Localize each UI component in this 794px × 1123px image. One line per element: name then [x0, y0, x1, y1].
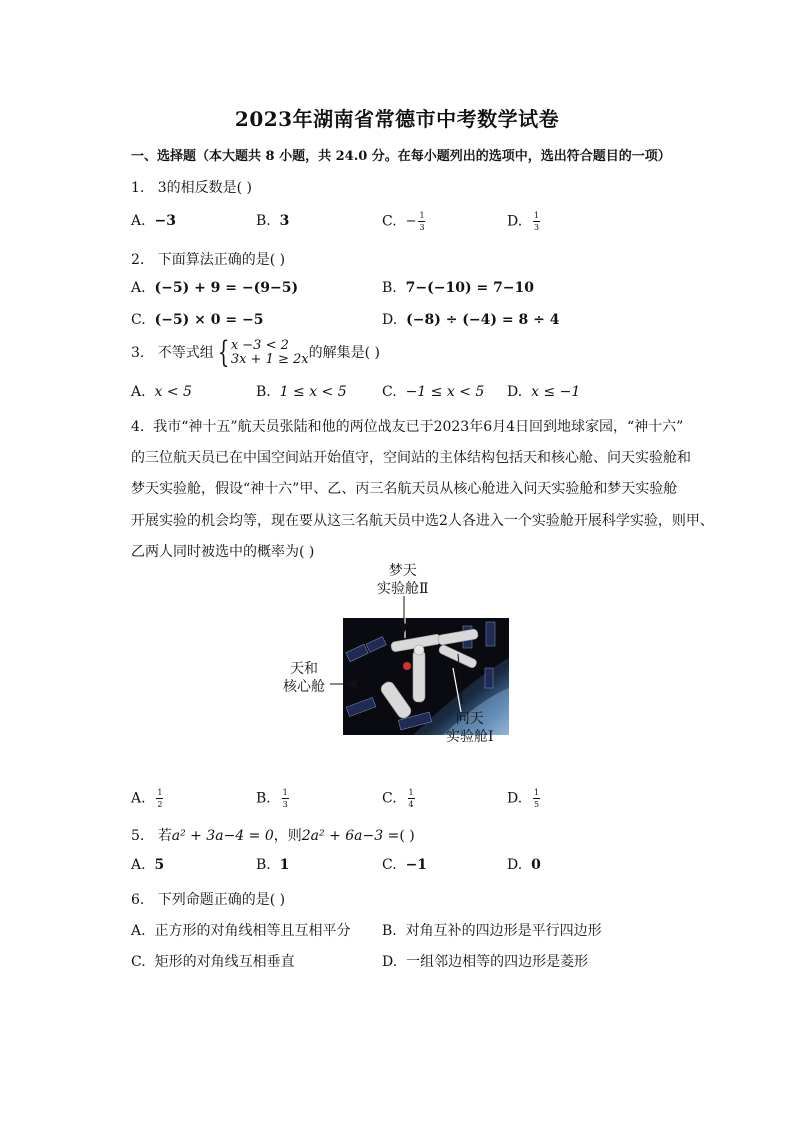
system-row: x −3 < 2 — [230, 338, 289, 353]
option-value: 7−(−10) = 7−10 — [405, 280, 535, 296]
fraction-numerator: 1 — [419, 211, 425, 220]
option-label: C. — [131, 954, 146, 970]
question-stem-mid: ，则 — [273, 828, 302, 844]
label-wentian — [446, 710, 494, 746]
option-b — [256, 384, 347, 400]
option-label: B. — [256, 790, 271, 807]
option-value: 3 — [279, 213, 290, 229]
question-text: 我市“神十五”航天员张陆和他的两位战友已于2023年6月4日回到地球家园，“神十六” — [153, 419, 684, 435]
option-label: A. — [131, 857, 146, 873]
fraction-bar — [282, 798, 289, 799]
option-value: (−5) + 9 = −(9−5) — [154, 280, 299, 296]
question-6 — [131, 889, 285, 909]
label-line: 核心舱 — [283, 679, 325, 695]
option-value: −1 — [405, 857, 428, 873]
left-brace-icon: { — [217, 335, 229, 370]
option-d — [382, 312, 559, 328]
option-d — [507, 211, 540, 232]
option-label: B. — [256, 213, 271, 229]
fraction-denominator: 5 — [534, 800, 540, 809]
option-value: x < 5 — [154, 384, 192, 400]
option-a — [131, 213, 176, 229]
question-5 — [131, 825, 415, 845]
question-stem-suffix: 的解集是( ) — [308, 345, 380, 361]
label-tianhe — [283, 660, 325, 696]
arrow-head-icon — [348, 680, 356, 688]
option-label: B. — [382, 280, 397, 296]
option-b — [382, 920, 602, 940]
option-label: D. — [382, 954, 398, 970]
option-value: 5 — [154, 857, 165, 873]
option-label: A. — [131, 280, 146, 296]
option-label: B. — [256, 384, 271, 400]
target-expression: 2a² + 6a−3 = — [301, 828, 400, 844]
fraction-denominator: 3 — [419, 223, 425, 232]
option-label: D. — [382, 312, 398, 328]
label-line: 实验舱Ⅱ — [377, 581, 429, 597]
annotation-arrows — [330, 596, 530, 756]
option-c — [131, 951, 295, 971]
option-d — [507, 788, 540, 809]
question-4-line-5: 乙两人同时被选中的概率为( ) — [131, 544, 315, 560]
label-line: 天和 — [290, 661, 318, 677]
option-a — [131, 280, 298, 296]
option-b — [256, 213, 289, 229]
option-label: D. — [507, 857, 523, 873]
exam-title: 2023年湖南省常德市中考数学试卷 — [234, 107, 560, 131]
fraction — [418, 211, 425, 232]
fraction — [282, 788, 289, 809]
question-number: 6. — [131, 892, 145, 908]
question-3 — [131, 335, 380, 370]
option-b — [256, 788, 289, 809]
inequality-system — [214, 335, 309, 370]
fraction — [533, 788, 540, 809]
option-label: A. — [131, 923, 146, 939]
option-label: B. — [256, 857, 271, 873]
option-value: x ≤ −1 — [531, 384, 581, 400]
question-4-line-1 — [131, 416, 683, 436]
fraction-denominator: 4 — [408, 800, 414, 809]
fraction — [408, 788, 415, 809]
option-label: C. — [382, 790, 397, 807]
question-stem-prefix: 不等式组 — [157, 345, 214, 361]
option-a — [131, 384, 192, 400]
option-c — [382, 857, 427, 873]
option-value: 对角互补的四边形是平行四边形 — [405, 923, 602, 939]
option-d — [382, 951, 588, 971]
question-number: 2. — [131, 252, 145, 268]
option-value: −3 — [154, 213, 176, 229]
question-number: 1. — [131, 180, 145, 196]
option-b — [256, 857, 289, 873]
fraction-bar — [418, 221, 425, 222]
section-header: 一、选择题（本大题共 8 小题，共 24.0 分。在每小题列出的选项中，选出符合题目的一项） — [131, 149, 671, 164]
label-line: 问天 — [455, 711, 484, 727]
question-stem: 下面算法正确的是( ) — [157, 252, 286, 268]
fraction-numerator: 1 — [408, 788, 414, 797]
option-label: B. — [382, 923, 397, 939]
option-label: C. — [131, 312, 146, 328]
arrow-line — [458, 654, 462, 704]
condition-equation: a² + 3a−4 = 0 — [171, 828, 274, 844]
option-label: C. — [382, 384, 397, 400]
fraction-bar — [533, 798, 540, 799]
option-label: D. — [507, 213, 523, 230]
option-b — [382, 280, 534, 296]
question-4-line-4: 开展实验的机会均等，现在要从这三名航天员中选2人各进入一个实验舱开展科学实验，则甲、 — [131, 513, 714, 529]
question-number: 5. — [131, 828, 145, 844]
option-label: A. — [131, 790, 146, 807]
system-row: 3x + 1 ≥ 2x — [230, 352, 309, 367]
fraction-denominator: 3 — [534, 223, 540, 232]
fraction-numerator: 1 — [282, 788, 288, 797]
question-stem: 下列命题正确的是( ) — [157, 892, 286, 908]
option-value: 1 ≤ x < 5 — [279, 384, 347, 400]
fraction-bar — [156, 798, 163, 799]
question-2 — [131, 249, 285, 269]
option-a — [131, 920, 350, 940]
option-value: −1 ≤ x < 5 — [405, 384, 485, 400]
fraction-numerator: 1 — [157, 788, 163, 797]
option-value: 正方形的对角线相等且互相平分 — [154, 923, 351, 939]
label-line: 实验舱Ⅰ — [446, 729, 494, 745]
question-number: 3. — [131, 345, 145, 361]
option-label: C. — [382, 213, 397, 230]
label-mengtian — [377, 562, 429, 598]
fraction-denominator: 3 — [282, 800, 288, 809]
option-c — [382, 211, 425, 232]
question-4-line-3: 梦天实验舱，假设“神十六”甲、乙、丙三名航天员从核心舱进入问天实验舱和梦天实验舱 — [131, 481, 678, 497]
option-label: D. — [507, 790, 523, 807]
option-value: (−8) ÷ (−4) = 8 ÷ 4 — [406, 312, 560, 328]
option-c — [382, 788, 415, 809]
fraction — [156, 788, 163, 809]
arrow-head-icon — [400, 624, 408, 632]
option-c — [131, 312, 263, 328]
fraction-numerator: 1 — [534, 788, 540, 797]
fraction-bar — [408, 798, 415, 799]
question-1 — [131, 177, 252, 197]
option-label: A. — [131, 384, 146, 400]
fraction-bar — [533, 221, 540, 222]
fraction — [533, 211, 540, 232]
option-a — [131, 857, 164, 873]
question-stem: 3的相反数是( ) — [157, 180, 252, 196]
option-value: 0 — [531, 857, 541, 873]
fraction-denominator: 2 — [157, 800, 163, 809]
option-label: A. — [131, 213, 146, 229]
option-label: C. — [382, 857, 397, 873]
question-stem-suffix: ( ) — [399, 828, 415, 844]
option-label: D. — [507, 384, 523, 400]
label-line: 梦天 — [388, 563, 417, 579]
minus-sign: − — [405, 214, 417, 229]
question-number: 4. — [131, 419, 145, 435]
fraction-numerator: 1 — [534, 211, 540, 220]
option-value: 一组邻边相等的四边形是菱形 — [406, 954, 589, 970]
option-value: 1 — [279, 857, 290, 873]
question-4-line-2: 的三位航天员已在中国空间站开始值守，空间站的主体结构包括天和核心舱、问天实验舱和 — [131, 450, 691, 466]
option-a — [131, 788, 163, 809]
option-c — [382, 384, 484, 400]
option-value: 矩形的对角线互相垂直 — [154, 954, 295, 970]
option-d — [507, 384, 580, 400]
question-stem-prefix: 若 — [157, 828, 172, 844]
option-d — [507, 857, 541, 873]
option-value: (−5) × 0 = −5 — [154, 312, 264, 328]
